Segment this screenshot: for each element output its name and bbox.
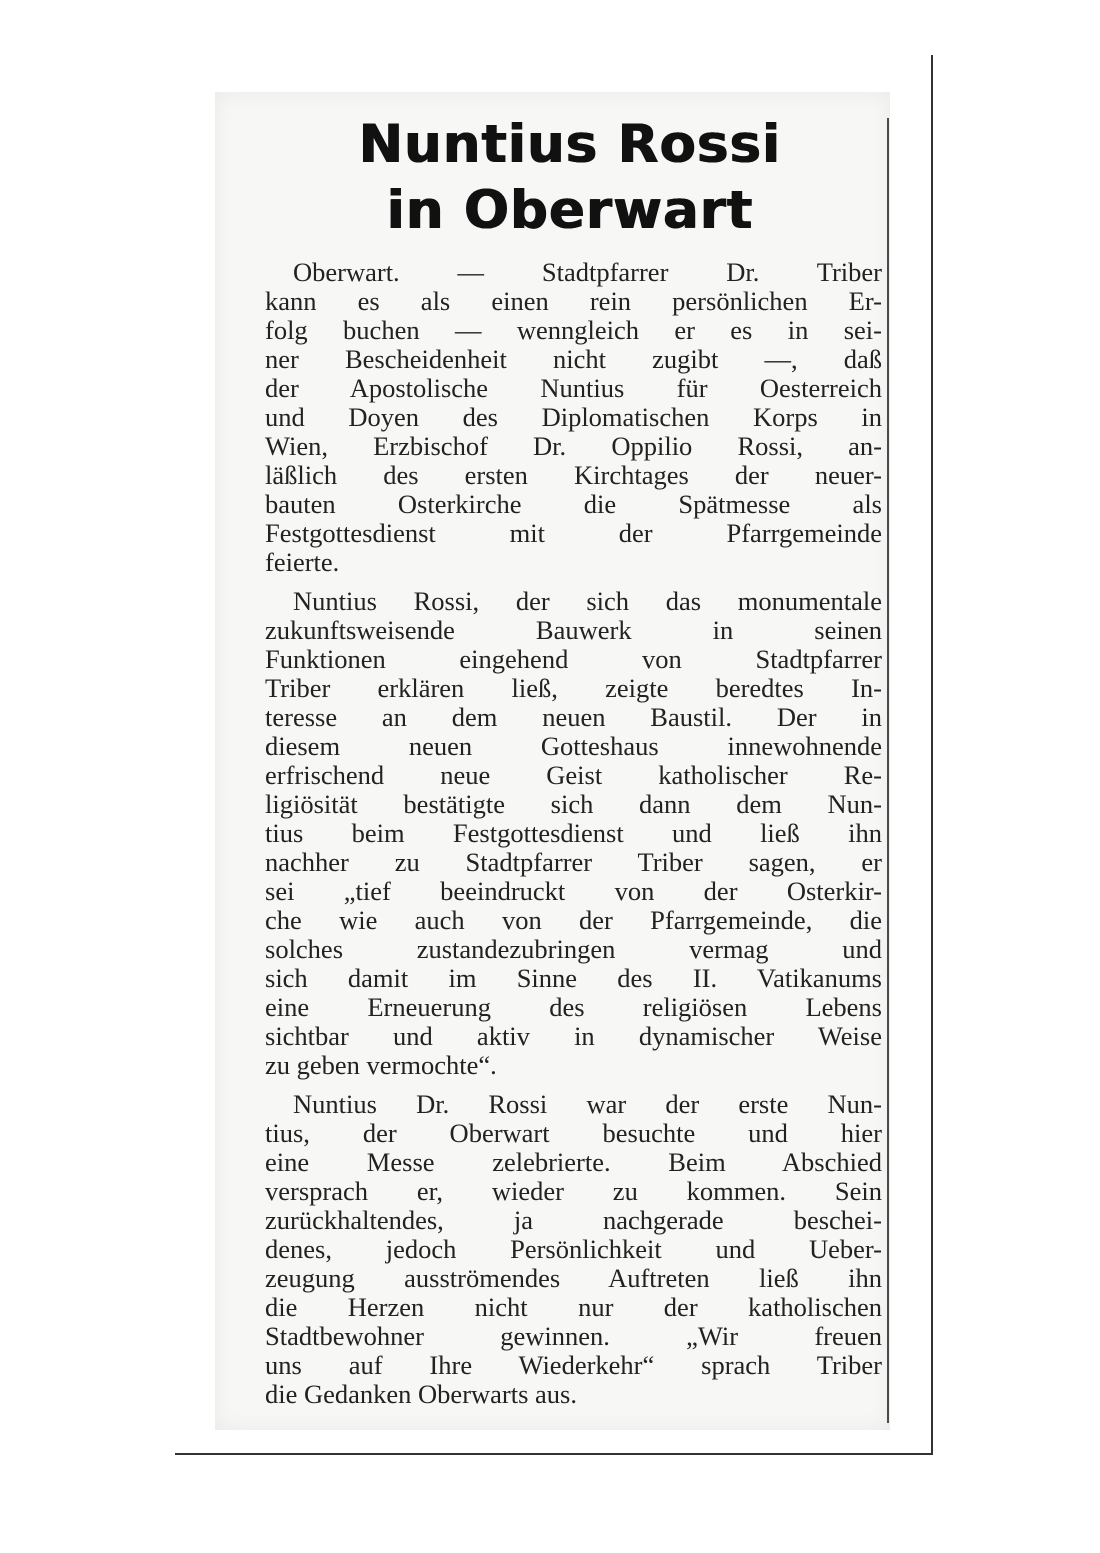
text-line: Triber erklären ließ, zeigte beredtes In- (265, 673, 882, 703)
text-line: che wie auch von der Pfarrgemeinde, die (265, 905, 882, 935)
clipping-column-rule (887, 118, 889, 1423)
text-line: eine Erneuerung des religiösen Lebens (265, 992, 882, 1022)
text-line: zurückhaltendes, ja nachgerade beschei- (265, 1205, 882, 1235)
text-line: sich damit im Sinne des II. Vatikanums (265, 963, 882, 993)
text-line: zeugung ausströmendes Auftreten ließ ihn (265, 1263, 882, 1293)
text-line: Festgottesdienst mit der Pfarrgemeinde (265, 518, 882, 548)
text-line: die Herzen nicht nur der katholischen (265, 1292, 882, 1322)
text-line: sei „tief beeindruckt von der Osterkir- (265, 876, 882, 906)
article-paragraph-3 (265, 1090, 882, 1409)
text-line: bauten Osterkirche die Spätmesse als (265, 489, 882, 519)
headline-line-2: in Oberwart (386, 180, 754, 241)
text-line: läßlich des ersten Kirchtages der neuer- (265, 460, 882, 490)
text-line: kann es als einen rein persönlichen Er- (265, 286, 882, 316)
scan-frame-bottom-border (175, 1453, 933, 1455)
text-line: Wien, Erzbischof Dr. Oppilio Rossi, an- (265, 431, 882, 461)
text-line: denes, jedoch Persönlichkeit und Ueber- (265, 1234, 882, 1264)
text-line: teresse an dem neuen Baustil. Der in (265, 702, 882, 732)
text-line: die Gedanken Oberwarts aus. (265, 1379, 577, 1409)
text-line: Nuntius Rossi, der sich das monumentale (293, 586, 882, 616)
text-line: sichtbar und aktiv in dynamischer Weise (265, 1021, 882, 1051)
text-line: feierte. (265, 547, 340, 577)
text-line: zu geben vermochte“. (265, 1050, 497, 1080)
text-line: der Apostolische Nuntius für Oesterreich (265, 373, 882, 403)
text-line: eine Messe zelebrierte. Beim Abschied (265, 1147, 882, 1177)
text-line: solches zustandezubringen vermag und (265, 934, 882, 964)
text-line: Oberwart. — Stadtpfarrer Dr. Triber (293, 257, 882, 287)
text-line: Nuntius Dr. Rossi war der erste Nun- (293, 1089, 882, 1119)
article-paragraph-1 (265, 258, 882, 577)
text-line: nachher zu Stadtpfarrer Triber sagen, er (265, 847, 882, 877)
text-line: erfrischend neue Geist katholischer Re- (265, 760, 882, 790)
scan-frame-right-border (931, 55, 933, 1455)
text-line: Funktionen eingehend von Stadtpfarrer (265, 644, 882, 674)
text-line: und Doyen des Diplomatischen Korps in (265, 402, 882, 432)
article-body (265, 258, 882, 1409)
text-line: Stadtbewohner gewinnen. „Wir freuen (265, 1321, 882, 1351)
text-line: folg buchen — wenngleich er es in sei- (265, 315, 882, 345)
article-paragraph-2 (265, 587, 882, 1080)
text-line: tius beim Festgottesdienst und ließ ihn (265, 818, 882, 848)
article-headline (250, 112, 890, 244)
text-line: tius, der Oberwart besuchte und hier (265, 1118, 882, 1148)
headline-line-1: Nuntius Rossi (358, 114, 782, 175)
text-line: versprach er, wieder zu kommen. Sein (265, 1176, 882, 1206)
text-line: diesem neuen Gotteshaus innewohnende (265, 731, 882, 761)
text-line: ner Bescheidenheit nicht zugibt —, daß (265, 344, 882, 374)
text-line: uns auf Ihre Wiederkehr“ sprach Triber (265, 1350, 882, 1380)
text-line: zukunftsweisende Bauwerk in seinen (265, 615, 882, 645)
text-line: ligiösität bestätigte sich dann dem Nun- (265, 789, 882, 819)
